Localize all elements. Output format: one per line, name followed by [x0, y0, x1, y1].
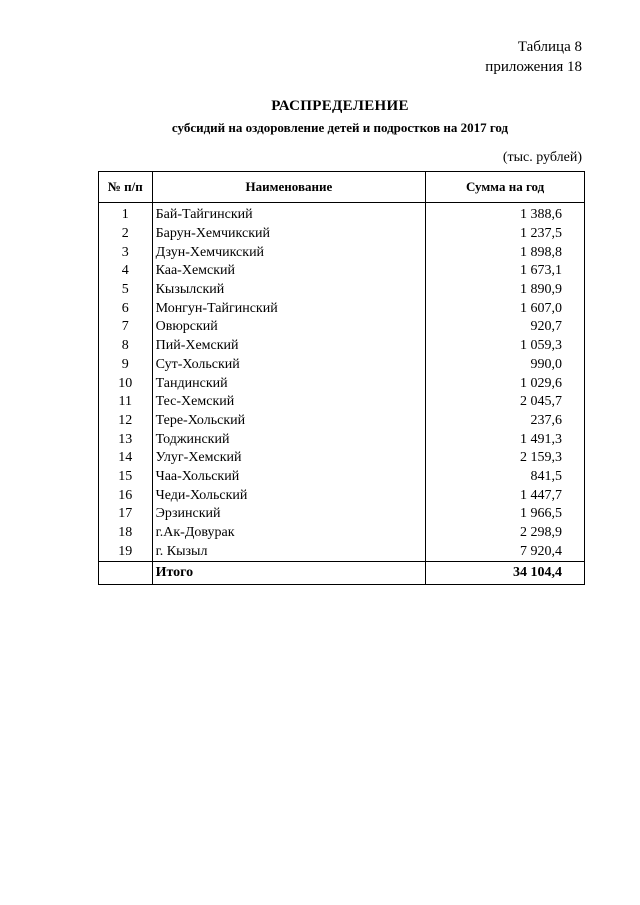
row-name: Тандинский — [152, 374, 426, 393]
row-name: Тоджинский — [152, 430, 426, 449]
row-number: 14 — [99, 449, 153, 468]
row-name: Чаа-Хольский — [152, 468, 426, 487]
row-amount: 1 059,3 — [426, 337, 585, 356]
row-amount: 2 045,7 — [426, 393, 585, 412]
table-row — [99, 393, 585, 412]
table-reference — [485, 37, 582, 77]
row-name: Эрзинский — [152, 505, 426, 524]
row-amount: 1 491,3 — [426, 430, 585, 449]
table-header-row — [99, 172, 585, 203]
row-amount: 237,6 — [426, 412, 585, 431]
row-name: Монгун-Тайгинский — [152, 299, 426, 318]
row-name: Улуг-Хемский — [152, 449, 426, 468]
row-amount: 1 029,6 — [426, 374, 585, 393]
row-amount: 7 920,4 — [426, 542, 585, 561]
row-name: Тере-Хольский — [152, 412, 426, 431]
row-number: 19 — [99, 542, 153, 561]
row-number: 15 — [99, 468, 153, 487]
row-number: 18 — [99, 524, 153, 543]
table-row — [99, 505, 585, 524]
total-label: Итого — [152, 562, 426, 585]
table-number: Таблица 8 — [517, 39, 582, 55]
row-name: Бай-Тайгинский — [152, 203, 426, 225]
table-row — [99, 486, 585, 505]
row-number: 7 — [99, 318, 153, 337]
row-number: 1 — [99, 203, 153, 225]
table-row — [99, 356, 585, 375]
row-amount: 2 298,9 — [426, 524, 585, 543]
row-number: 11 — [99, 393, 153, 412]
table-row — [99, 299, 585, 318]
table-row — [99, 468, 585, 487]
row-name: Каа-Хемский — [152, 262, 426, 281]
table-row — [99, 542, 585, 561]
row-name: Кызылский — [152, 281, 426, 300]
table-row — [99, 281, 585, 300]
table-row — [99, 243, 585, 262]
table-row — [99, 449, 585, 468]
row-amount: 990,0 — [426, 356, 585, 375]
row-name: Дзун-Хемчикский — [152, 243, 426, 262]
row-name: г.Ак-Довурак — [152, 524, 426, 543]
row-number: 3 — [99, 243, 153, 262]
header-name: Наименование — [152, 172, 426, 203]
row-name: Барун-Хемчикский — [152, 225, 426, 244]
table-row — [99, 225, 585, 244]
document-title: РАСПРЕДЕЛЕНИЕ — [271, 98, 409, 114]
row-name: Чеди-Хольский — [152, 486, 426, 505]
table-row — [99, 374, 585, 393]
row-number: 10 — [99, 374, 153, 393]
header-amount: Сумма на год — [426, 172, 585, 203]
row-number: 6 — [99, 299, 153, 318]
row-amount: 1 966,5 — [426, 505, 585, 524]
row-amount: 1 898,8 — [426, 243, 585, 262]
appendix-number: приложения 18 — [485, 59, 582, 75]
row-number: 5 — [99, 281, 153, 300]
table-row — [99, 337, 585, 356]
row-number: 16 — [99, 486, 153, 505]
row-amount: 1 447,7 — [426, 486, 585, 505]
row-amount: 841,5 — [426, 468, 585, 487]
row-amount: 2 159,3 — [426, 449, 585, 468]
row-amount: 1 388,6 — [426, 203, 585, 225]
total-amount: 34 104,4 — [426, 562, 585, 585]
row-name: Пий-Хемский — [152, 337, 426, 356]
row-number: 4 — [99, 262, 153, 281]
row-name: Овюрский — [152, 318, 426, 337]
row-number: 8 — [99, 337, 153, 356]
row-amount: 1 673,1 — [426, 262, 585, 281]
row-amount: 920,7 — [426, 318, 585, 337]
table-row — [99, 524, 585, 543]
header-number: № п/п — [99, 172, 153, 203]
distribution-table — [98, 171, 585, 585]
table-row — [99, 412, 585, 431]
table-row — [99, 203, 585, 225]
total-row — [99, 562, 585, 585]
row-amount: 1 607,0 — [426, 299, 585, 318]
row-number: 2 — [99, 225, 153, 244]
row-name: Тес-Хемский — [152, 393, 426, 412]
row-name: Сут-Хольский — [152, 356, 426, 375]
row-number: 17 — [99, 505, 153, 524]
table-row — [99, 318, 585, 337]
row-amount: 1 237,5 — [426, 225, 585, 244]
row-number: 12 — [99, 412, 153, 431]
row-number: 9 — [99, 356, 153, 375]
table-row — [99, 262, 585, 281]
row-amount: 1 890,9 — [426, 281, 585, 300]
row-number: 13 — [99, 430, 153, 449]
table-row — [99, 430, 585, 449]
row-name: г. Кызыл — [152, 542, 426, 561]
total-number-cell — [99, 562, 153, 585]
units-note: (тыс. рублей) — [502, 150, 582, 165]
document-subtitle: субсидий на оздоровление детей и подростков на 2017 год — [171, 120, 509, 135]
